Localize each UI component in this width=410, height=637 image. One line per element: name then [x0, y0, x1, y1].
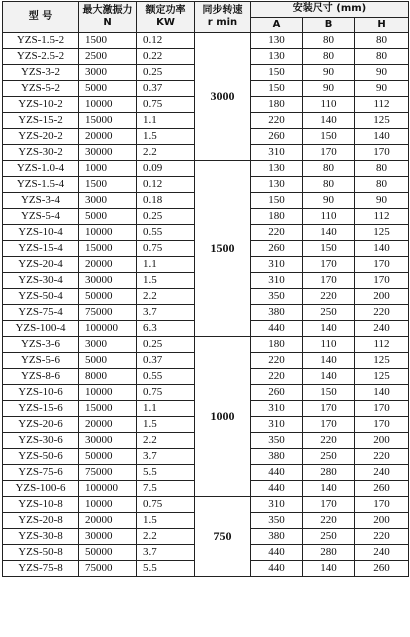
cell-dim-h: 140 [355, 241, 409, 257]
cell-sync-speed: 3000 [195, 33, 251, 161]
cell-dim-h: 112 [355, 337, 409, 353]
cell-max-force: 3000 [79, 193, 137, 209]
cell-dim-a: 350 [251, 289, 303, 305]
cell-max-force: 5000 [79, 209, 137, 225]
cell-dim-a: 130 [251, 33, 303, 49]
cell-dim-a: 350 [251, 513, 303, 529]
cell-dim-b: 140 [303, 369, 355, 385]
cell-rated-power: 1.5 [137, 273, 195, 289]
cell-dim-a: 350 [251, 433, 303, 449]
cell-dim-h: 220 [355, 449, 409, 465]
cell-dim-b: 220 [303, 289, 355, 305]
cell-model: YZS-30-6 [3, 433, 79, 449]
cell-max-force: 10000 [79, 225, 137, 241]
cell-dim-a: 220 [251, 369, 303, 385]
table-body [3, 33, 409, 577]
cell-dim-b: 110 [303, 337, 355, 353]
cell-model: YZS-30-8 [3, 529, 79, 545]
cell-dim-h: 200 [355, 513, 409, 529]
cell-dim-h: 200 [355, 289, 409, 305]
cell-max-force: 2500 [79, 49, 137, 65]
cell-max-force: 30000 [79, 145, 137, 161]
cell-dim-b: 250 [303, 305, 355, 321]
header-sync-speed [195, 2, 251, 33]
vibration-motor-spec-table [2, 1, 409, 577]
cell-dim-b: 140 [303, 561, 355, 577]
cell-model: YZS-20-4 [3, 257, 79, 273]
header-rated-power-unit: KW [156, 17, 175, 28]
cell-rated-power: 3.7 [137, 449, 195, 465]
cell-max-force: 20000 [79, 129, 137, 145]
cell-dim-h: 170 [355, 273, 409, 289]
cell-rated-power: 5.5 [137, 465, 195, 481]
cell-rated-power: 6.3 [137, 321, 195, 337]
cell-model: YZS-75-8 [3, 561, 79, 577]
cell-dim-a: 260 [251, 385, 303, 401]
cell-dim-b: 170 [303, 257, 355, 273]
cell-model: YZS-1.0-4 [3, 161, 79, 177]
cell-rated-power: 1.5 [137, 129, 195, 145]
cell-dim-b: 150 [303, 129, 355, 145]
cell-dim-b: 110 [303, 97, 355, 113]
cell-max-force: 30000 [79, 433, 137, 449]
cell-max-force: 5000 [79, 81, 137, 97]
cell-model: YZS-50-4 [3, 289, 79, 305]
cell-dim-b: 90 [303, 193, 355, 209]
header-dim-b: B [303, 17, 355, 33]
cell-dim-a: 310 [251, 145, 303, 161]
cell-dim-h: 112 [355, 97, 409, 113]
cell-dim-b: 90 [303, 81, 355, 97]
cell-rated-power: 0.75 [137, 241, 195, 257]
table-header [3, 2, 409, 33]
cell-dim-h: 260 [355, 561, 409, 577]
header-sync-speed-unit: r min [207, 17, 238, 28]
cell-max-force: 8000 [79, 369, 137, 385]
cell-max-force: 15000 [79, 241, 137, 257]
cell-dim-b: 140 [303, 113, 355, 129]
cell-dim-a: 380 [251, 305, 303, 321]
cell-dim-b: 170 [303, 497, 355, 513]
cell-rated-power: 7.5 [137, 481, 195, 497]
cell-dim-b: 140 [303, 225, 355, 241]
cell-dim-h: 125 [355, 369, 409, 385]
cell-dim-h: 112 [355, 209, 409, 225]
cell-rated-power: 0.25 [137, 337, 195, 353]
cell-dim-b: 140 [303, 353, 355, 369]
cell-dim-h: 220 [355, 529, 409, 545]
cell-dim-b: 110 [303, 209, 355, 225]
cell-dim-h: 90 [355, 65, 409, 81]
cell-model: YZS-1.5-2 [3, 33, 79, 49]
cell-dim-h: 140 [355, 385, 409, 401]
header-max-force-label: 最大激振力 [82, 5, 133, 16]
cell-dim-h: 90 [355, 81, 409, 97]
cell-dim-a: 150 [251, 81, 303, 97]
cell-rated-power: 0.37 [137, 353, 195, 369]
cell-dim-b: 170 [303, 273, 355, 289]
cell-model: YZS-100-4 [3, 321, 79, 337]
cell-model: YZS-1.5-4 [3, 177, 79, 193]
cell-max-force: 75000 [79, 561, 137, 577]
cell-dim-a: 220 [251, 113, 303, 129]
cell-dim-a: 440 [251, 465, 303, 481]
cell-max-force: 15000 [79, 113, 137, 129]
cell-rated-power: 2.2 [137, 529, 195, 545]
cell-model: YZS-5-2 [3, 81, 79, 97]
cell-dim-a: 380 [251, 529, 303, 545]
cell-rated-power: 0.55 [137, 225, 195, 241]
cell-rated-power: 2.2 [137, 289, 195, 305]
cell-dim-a: 440 [251, 561, 303, 577]
cell-max-force: 50000 [79, 545, 137, 561]
cell-model: YZS-75-6 [3, 465, 79, 481]
cell-max-force: 75000 [79, 305, 137, 321]
cell-max-force: 10000 [79, 385, 137, 401]
cell-max-force: 15000 [79, 401, 137, 417]
cell-rated-power: 1.1 [137, 257, 195, 273]
cell-dim-b: 80 [303, 33, 355, 49]
cell-dim-h: 125 [355, 113, 409, 129]
cell-rated-power: 0.75 [137, 97, 195, 113]
cell-model: YZS-10-2 [3, 97, 79, 113]
cell-sync-speed: 1000 [195, 337, 251, 497]
cell-max-force: 50000 [79, 449, 137, 465]
cell-dim-a: 310 [251, 257, 303, 273]
cell-dim-h: 220 [355, 305, 409, 321]
cell-model: YZS-30-2 [3, 145, 79, 161]
cell-model: YZS-5-6 [3, 353, 79, 369]
cell-dim-a: 130 [251, 49, 303, 65]
cell-max-force: 10000 [79, 497, 137, 513]
header-max-force-unit: N [103, 17, 112, 28]
cell-dim-b: 280 [303, 545, 355, 561]
cell-rated-power: 1.5 [137, 513, 195, 529]
cell-max-force: 3000 [79, 65, 137, 81]
cell-dim-a: 130 [251, 161, 303, 177]
cell-dim-h: 240 [355, 321, 409, 337]
cell-dim-b: 250 [303, 449, 355, 465]
cell-dim-b: 140 [303, 481, 355, 497]
cell-model: YZS-3-6 [3, 337, 79, 353]
cell-rated-power: 0.55 [137, 369, 195, 385]
cell-dim-a: 310 [251, 273, 303, 289]
cell-dim-a: 310 [251, 497, 303, 513]
cell-max-force: 20000 [79, 257, 137, 273]
cell-dim-b: 80 [303, 177, 355, 193]
cell-dim-a: 260 [251, 129, 303, 145]
cell-rated-power: 2.2 [137, 145, 195, 161]
cell-model: YZS-5-4 [3, 209, 79, 225]
cell-max-force: 20000 [79, 513, 137, 529]
cell-rated-power: 0.18 [137, 193, 195, 209]
cell-rated-power: 1.1 [137, 113, 195, 129]
cell-rated-power: 0.25 [137, 209, 195, 225]
cell-max-force: 50000 [79, 289, 137, 305]
cell-dim-h: 80 [355, 33, 409, 49]
cell-dim-h: 240 [355, 545, 409, 561]
cell-model: YZS-10-8 [3, 497, 79, 513]
header-rated-power-label: 额定功率 [145, 5, 186, 16]
cell-model: YZS-10-6 [3, 385, 79, 401]
cell-max-force: 30000 [79, 273, 137, 289]
cell-dim-a: 310 [251, 417, 303, 433]
cell-dim-a: 180 [251, 97, 303, 113]
cell-rated-power: 3.7 [137, 545, 195, 561]
cell-dim-h: 125 [355, 225, 409, 241]
cell-dim-a: 150 [251, 193, 303, 209]
cell-rated-power: 1.1 [137, 401, 195, 417]
cell-dim-h: 240 [355, 465, 409, 481]
cell-model: YZS-20-2 [3, 129, 79, 145]
cell-dim-a: 150 [251, 65, 303, 81]
header-max-force [79, 2, 137, 33]
cell-dim-a: 130 [251, 177, 303, 193]
cell-dim-a: 310 [251, 401, 303, 417]
cell-dim-a: 180 [251, 209, 303, 225]
spec-table-container [2, 1, 408, 577]
cell-dim-h: 170 [355, 497, 409, 513]
table-row [3, 33, 409, 49]
cell-model: YZS-20-8 [3, 513, 79, 529]
cell-max-force: 1500 [79, 33, 137, 49]
header-rated-power [137, 2, 195, 33]
cell-dim-b: 250 [303, 529, 355, 545]
cell-max-force: 5000 [79, 353, 137, 369]
cell-dim-b: 140 [303, 321, 355, 337]
cell-model: YZS-3-4 [3, 193, 79, 209]
cell-rated-power: 0.75 [137, 497, 195, 513]
header-dim-a: A [251, 17, 303, 33]
cell-dim-h: 170 [355, 401, 409, 417]
cell-sync-speed: 1500 [195, 161, 251, 337]
cell-model: YZS-15-4 [3, 241, 79, 257]
cell-max-force: 100000 [79, 481, 137, 497]
cell-dim-b: 220 [303, 433, 355, 449]
cell-rated-power: 1.5 [137, 417, 195, 433]
header-dim-h: H [355, 17, 409, 33]
cell-dim-a: 440 [251, 545, 303, 561]
cell-dim-b: 80 [303, 161, 355, 177]
table-row [3, 337, 409, 353]
cell-dim-b: 150 [303, 241, 355, 257]
cell-dim-b: 170 [303, 417, 355, 433]
cell-dim-h: 260 [355, 481, 409, 497]
cell-model: YZS-10-4 [3, 225, 79, 241]
cell-rated-power: 0.12 [137, 177, 195, 193]
cell-rated-power: 2.2 [137, 433, 195, 449]
cell-max-force: 1500 [79, 177, 137, 193]
cell-dim-a: 440 [251, 321, 303, 337]
header-sync-speed-label: 同步转速 [202, 5, 243, 16]
cell-dim-h: 170 [355, 145, 409, 161]
header-install-dims: 安装尺寸 (mm) [251, 2, 409, 18]
cell-dim-h: 80 [355, 49, 409, 65]
cell-model: YZS-3-2 [3, 65, 79, 81]
cell-max-force: 10000 [79, 97, 137, 113]
cell-rated-power: 0.25 [137, 65, 195, 81]
cell-dim-h: 140 [355, 129, 409, 145]
cell-model: YZS-15-2 [3, 113, 79, 129]
cell-dim-b: 90 [303, 65, 355, 81]
cell-max-force: 3000 [79, 337, 137, 353]
cell-model: YZS-2.5-2 [3, 49, 79, 65]
cell-model: YZS-100-6 [3, 481, 79, 497]
cell-dim-a: 380 [251, 449, 303, 465]
cell-model: YZS-30-4 [3, 273, 79, 289]
cell-rated-power: 0.75 [137, 385, 195, 401]
cell-max-force: 20000 [79, 417, 137, 433]
cell-max-force: 75000 [79, 465, 137, 481]
cell-dim-h: 125 [355, 353, 409, 369]
cell-dim-h: 170 [355, 257, 409, 273]
cell-dim-b: 150 [303, 385, 355, 401]
cell-rated-power: 3.7 [137, 305, 195, 321]
cell-model: YZS-20-6 [3, 417, 79, 433]
cell-rated-power: 0.22 [137, 49, 195, 65]
cell-dim-a: 220 [251, 225, 303, 241]
header-model: 型 号 [3, 2, 79, 33]
cell-max-force: 1000 [79, 161, 137, 177]
cell-max-force: 30000 [79, 529, 137, 545]
cell-dim-a: 260 [251, 241, 303, 257]
cell-dim-h: 80 [355, 177, 409, 193]
cell-dim-b: 80 [303, 49, 355, 65]
cell-dim-b: 220 [303, 513, 355, 529]
cell-dim-h: 170 [355, 417, 409, 433]
cell-model: YZS-15-6 [3, 401, 79, 417]
cell-dim-a: 440 [251, 481, 303, 497]
cell-dim-a: 220 [251, 353, 303, 369]
cell-max-force: 100000 [79, 321, 137, 337]
cell-rated-power: 0.37 [137, 81, 195, 97]
cell-model: YZS-50-8 [3, 545, 79, 561]
cell-rated-power: 0.12 [137, 33, 195, 49]
cell-rated-power: 5.5 [137, 561, 195, 577]
cell-model: YZS-50-6 [3, 449, 79, 465]
cell-model: YZS-75-4 [3, 305, 79, 321]
cell-dim-h: 90 [355, 193, 409, 209]
cell-dim-a: 180 [251, 337, 303, 353]
cell-dim-h: 200 [355, 433, 409, 449]
table-row [3, 161, 409, 177]
cell-sync-speed: 750 [195, 497, 251, 577]
table-row [3, 497, 409, 513]
cell-dim-b: 170 [303, 145, 355, 161]
cell-model: YZS-8-6 [3, 369, 79, 385]
cell-dim-h: 80 [355, 161, 409, 177]
cell-dim-b: 280 [303, 465, 355, 481]
cell-rated-power: 0.09 [137, 161, 195, 177]
cell-dim-b: 170 [303, 401, 355, 417]
